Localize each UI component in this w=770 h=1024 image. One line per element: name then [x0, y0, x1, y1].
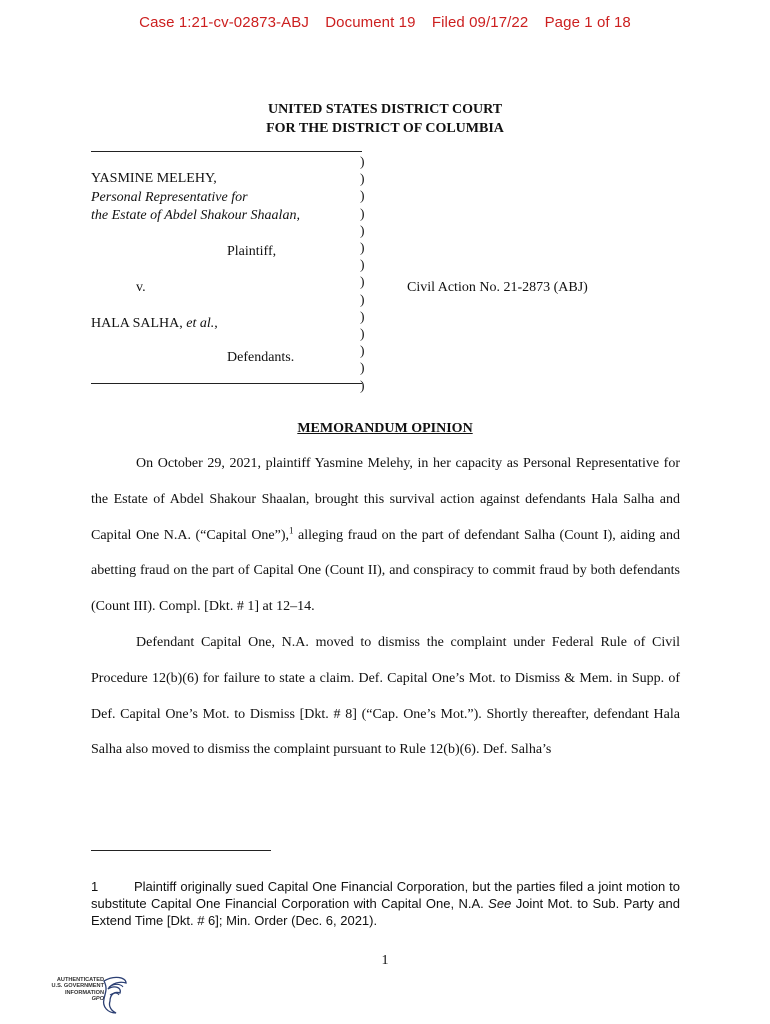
- filed-date: Filed 09/17/22: [431, 14, 529, 31]
- caption-parentheses: ) ) ) ) ) ) ) ) ) ) ) ) ) ): [360, 154, 365, 393]
- caption-bottom-rule: [91, 383, 362, 384]
- eagle-icon: [100, 973, 130, 1015]
- footnote-ref-1[interactable]: 1: [289, 524, 294, 535]
- versus: v.: [136, 280, 146, 295]
- court-line-1: UNITED STATES DISTRICT COURT: [267, 102, 503, 117]
- footnote-number: 1: [91, 879, 99, 894]
- footnote-rule: [91, 850, 271, 851]
- defendants-label: Defendants.: [227, 350, 295, 365]
- paragraph-1: On October 29, 2021, plaintiff Yasmine Melehy, in her capacity as Personal Representative for the Estate of Abdel Shakour Shaalan, brought this survival action against defendants Hala Salha and Capital One N.A. (“Capital One”),$^1$ alleging fraud on the part of defendant Salha (Count I), aiding and abetting fraud on the part of Capital One (Count II), and conspiracy to commit fraud by both defendants (Count III). Compl. [Dkt. # 1] at 12–14.: [91, 456, 680, 615]
- plaintiff-label: Plaintiff,: [227, 244, 277, 259]
- defendant-name: HALA SALHA, et al.,: [91, 316, 218, 331]
- page-number: 1: [381, 953, 389, 968]
- caption-top-rule: [91, 151, 362, 152]
- opinion-body: [91, 446, 680, 768]
- case-number: Case 1:21-cv-02873-ABJ: [139, 14, 309, 31]
- ecf-header: [0, 14, 770, 31]
- civil-action-number: Civil Action No. 21-2873 (ABJ): [407, 280, 588, 295]
- plaintiff-role-line-1: Personal Representative for: [91, 190, 248, 205]
- see-signal: See: [488, 896, 512, 911]
- footnote-1: 1 Plaintiff originally sued Capital One Financial Corporation, but the parties filed a joint motion to substitute Capital One Financial Corporation with Capital One, N.A. See Joint Mot. to Sub. Party and Extend Time [Dkt. # 6]; Min. Order (Dec. 6, 2021).: [91, 879, 680, 928]
- court-line-2: FOR THE DISTRICT OF COLUMBIA: [266, 121, 504, 136]
- document-number: Document 19: [325, 14, 416, 31]
- court-heading: [0, 100, 770, 138]
- plaintiff-name: YASMINE MELEHY,: [91, 171, 217, 186]
- gpo-logo-text: AUTHENTICATED U.S. GOVERNMENT INFORMATION GPO: [51, 977, 104, 1003]
- paragraph-2: Defendant Capital One, N.A. moved to dismiss the complaint under Federal Rule of Civil Procedure 12(b)(6) for failure to state a claim. Def. Capital One’s Mot. to Dismiss & Mem. in Supp. of Def. Capital One’s Mot. to Dismiss [Dkt. # 8] (“Cap. One’s Mot.”). Shortly thereafter, defendant Hala Salha also moved to dismiss the complaint pursuant to Rule 12(b)(6). Def. Salha’s: [91, 634, 680, 758]
- gpo-authentication-logo: [42, 973, 132, 1015]
- plaintiff-role-line-2: the Estate of Abdel Shakour Shaalan,: [91, 208, 300, 223]
- et-al: et al.: [186, 316, 215, 331]
- document-title: MEMORANDUM OPINION: [297, 421, 473, 436]
- page-of-total: Page 1 of 18: [544, 14, 631, 31]
